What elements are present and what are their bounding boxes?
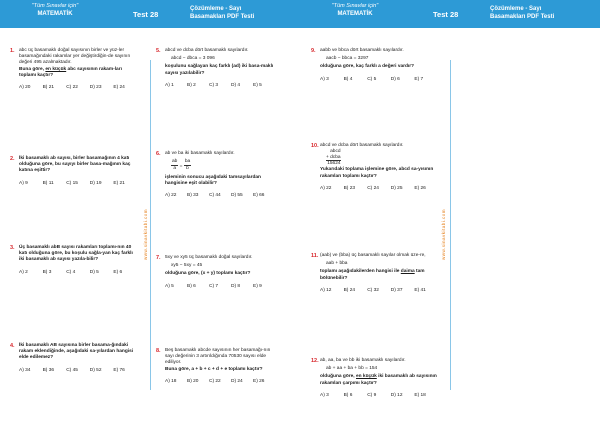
question-prompt: İki basamaklı AB sayısına birler basama-ğındaki rakam eklendiğinde, aşağıdaki sa-yılardan hangisi elde edilemez? [19,343,134,361]
option-a[interactable]: A) 3 [320,76,329,82]
question-expression: ab + aa + ba + bb = 154 [326,366,378,372]
option-c[interactable]: C) 7 [209,283,219,289]
question-expression: abcd − dbca = 3 096 [171,56,215,62]
answer-options [165,379,275,385]
brand-tag: "Tüm Sınavlar için" [31,3,79,9]
question-1 [10,48,137,91]
question-3 [10,245,137,276]
option-d[interactable]: D) 24 [231,378,243,384]
question-text: abc üç basamaklı doğal sayısının birler ve yüz-ler basamağındaki rakamlar yer değiştirdiğin-de sayının değeri 495 azalmaktadır. [19,48,131,66]
topic-line-2: Basamakları PDF Testi [490,14,555,20]
option-d[interactable]: D) 8 [231,283,241,289]
question-number: 11. [311,253,319,259]
option-b[interactable]: B) 2 [187,82,196,88]
question-text: ab, aa, ba ve bb iki basamaklı sayılardır. [320,358,406,363]
option-e[interactable]: E) 66 [253,193,265,199]
question-text: Beş basamaklı abcde sayısının her basamağı-nın sayı değerinin 3 artırıldığında 70530 sayısı elde ediliyor. [165,348,271,366]
question-number: 8. [156,348,161,354]
option-d[interactable]: D) 6 [390,76,400,82]
option-c[interactable]: C) 22 [209,378,221,384]
option-a[interactable]: A) 12 [320,287,332,293]
column-divider [450,60,451,390]
question-text: abcd ve dcba dört basamaklı sayılardır. [165,48,249,53]
option-b[interactable]: B) 6 [343,392,353,398]
option-e[interactable]: E) 6 [113,269,123,275]
option-e[interactable]: E) 26 [414,185,426,191]
option-e[interactable]: E) 5 [253,82,262,88]
question-prompt: Üç basamaklı abB sayısı rakamları toplamı-nın 40 katı olduğuna göre, bu koşulu sağla-yan kaç farklı iki basamaklı ab sayısı yazıla-bilir? [19,245,133,263]
fraction: $\frac{ab}{a}$ [172,159,178,172]
answer-options [19,85,137,91]
question-number: 1. [10,48,15,54]
option-a[interactable]: A) 9 [19,180,28,186]
brand [0,3,110,18]
option-a[interactable]: A) 3 [320,392,329,398]
option-b[interactable]: B) 20 [187,378,199,384]
question-number: 6. [156,151,161,157]
option-c[interactable]: C) 3 [209,82,219,88]
option-a[interactable]: A) 20 [19,85,31,91]
answer-options [165,193,275,199]
question-number: 2. [10,156,15,162]
option-d[interactable]: D) 23 [89,85,102,91]
question-5 [156,48,275,89]
option-a[interactable]: A) 22 [165,193,177,199]
option-d[interactable]: D) 25 [390,185,403,191]
column-divider [150,60,151,390]
option-c[interactable]: C) 32 [367,287,379,293]
answer-options [19,368,137,374]
question-6 [156,151,275,199]
question-prompt: Buna göre, a + b + c + d + e toplamı kaçtır? [165,366,263,372]
topic-line-1: Çözümleme - Sayı [490,6,542,12]
brand-subject: MATEMATİK [37,11,73,17]
option-d[interactable]: D) 37 [390,287,403,293]
option-e[interactable]: E) 41 [414,287,426,293]
option-d[interactable]: D) 55 [231,193,243,199]
question-prompt: İki basamaklı ab sayısı, birler basamağının 4 katı olduğuna göre, bu sayıyı birler basa-mağının kaç katına eşittir? [19,156,131,174]
option-a[interactable]: A) 2 [19,269,28,275]
watermark: www.sinavkitabi.com [441,208,446,260]
question-prompt: Buna göre, en küçük abc sayısının rakam-ları toplamı kaçtır? [19,66,122,78]
option-e[interactable]: E) 18 [414,392,426,398]
question-prompt: toplamı aşağıdakilerden hangisi ile daima tam bölünebilir? [320,269,425,281]
option-c[interactable]: C) 24 [367,185,379,191]
question-10 [311,143,438,192]
question-12 [311,358,438,399]
question-number: 9. [311,48,316,54]
question-prompt: olduğuna göre, kaç farklı a değeri vardır? [320,64,415,70]
option-c[interactable]: C) 9 [367,392,377,398]
addition-operation: abcd + dcba 15624 [326,149,341,167]
question-prompt: işleminin sonucu aşağıdaki tamsayılardan hangisine eşit olabilir? [165,174,261,186]
answer-options [320,77,438,83]
topic-line-2: Basamakları PDF Testi [190,14,255,20]
question-prompt: olduğuna göre, (x + y) toplamı kaçtır? [165,271,251,277]
option-a[interactable]: A) 18 [165,378,177,384]
answer-options [165,284,275,290]
option-c[interactable]: C) 5 [367,76,377,82]
option-b[interactable]: B) 36 [42,367,55,373]
question-7 [156,255,275,290]
question-4 [10,343,137,374]
question-text: ab ve ba iki basamaklı sayılardır. [165,151,235,156]
question-9 [311,48,438,83]
test-topic [190,5,290,21]
brand-tag: "Tüm Sınavlar için" [331,3,379,9]
question-number: 3. [10,245,15,251]
option-b[interactable]: B) 11 [42,180,54,186]
answer-options [165,83,275,89]
answer-options [320,186,438,192]
answer-options [19,181,137,187]
option-e[interactable]: E) 76 [113,367,125,373]
page-header [300,0,600,28]
question-number: 10. [311,143,319,149]
question-number: 7. [156,255,161,261]
watermark: www.sinavkitabi.com [143,208,148,260]
question-number: 4. [10,343,15,349]
test-number: Test 28 [133,10,159,19]
option-b[interactable]: B) 24 [343,287,356,293]
question-text: abcd ve dcba dört basamaklı sayılardır. [320,143,404,148]
option-e[interactable]: E) 24 [113,85,125,91]
answer-options [320,393,438,399]
option-d[interactable]: D) 4 [231,82,241,88]
question-expression: aab + bba [326,261,348,267]
question-text: 5xy ve xy5 üç basamaklı doğal sayılardır. [165,255,253,260]
option-a[interactable]: A) 34 [19,367,31,373]
option-c[interactable]: C) 44 [209,193,221,199]
option-e[interactable]: E) 7 [414,76,424,82]
question-prompt: koşulunu sağlayan kaç farklı (ad) iki basa-maklı sayısı yazılabilir? [165,64,274,76]
option-a[interactable]: A) 5 [165,283,174,289]
fraction: $\frac{ba}{b}$ [184,159,191,172]
option-c[interactable]: C) 15 [66,180,78,186]
option-c[interactable]: C) 4 [66,269,76,275]
option-b[interactable]: B) 3 [42,269,52,275]
answer-options [320,288,438,294]
question-number: 12. [311,358,319,364]
question-expression: xy5 − 5xy = 45 [171,263,203,269]
question-11 [311,253,438,294]
option-b[interactable]: B) 33 [187,193,199,199]
option-b[interactable]: B) 4 [343,76,353,82]
brand [300,3,410,18]
question-prompt: olduğuna göre, en küçük iki basamaklı ab sayısının rakamları çarpımı kaçtır? [320,374,437,386]
topic-line-1: Çözümleme - Sayı [190,6,242,12]
option-e[interactable]: E) 21 [113,180,125,186]
question-expression: aacb − bbca = 3297 [326,56,369,62]
option-c[interactable]: C) 22 [66,85,78,91]
brand-subject: MATEMATİK [337,11,373,17]
question-number: 5. [156,48,161,54]
page-header [0,0,300,28]
question-text: aabb ve bbca dört basamaklı sayılardır. [320,48,404,53]
question-2 [10,156,137,187]
option-c[interactable]: C) 45 [66,367,78,373]
option-e[interactable]: E) 26 [253,378,265,384]
right-page [300,0,600,424]
option-b[interactable]: B) 6 [187,283,196,289]
question-text: (aab) ve (bba) üç basamaklı sayılar olmak üze-re, [320,253,426,258]
option-d[interactable]: D) 19 [89,180,102,186]
option-a[interactable]: A) 22 [320,185,332,191]
question-expression: $\frac{ab}{a}$ = $\frac{ba}{b}$ [172,159,191,172]
test-topic [490,5,590,21]
option-b[interactable]: B) 23 [343,185,356,191]
option-a[interactable]: A) 1 [165,82,174,88]
answer-options [19,270,137,276]
option-d[interactable]: D) 52 [89,367,102,373]
option-b[interactable]: B) 21 [42,85,55,91]
option-e[interactable]: E) 9 [253,283,262,289]
question-8 [156,348,275,385]
option-d[interactable]: D) 5 [89,269,99,275]
question-prompt: Yukarıdaki toplama işlemine göre, abcd sa-yısının rakamları toplamı kaçtır? [320,167,434,179]
option-d[interactable]: D) 12 [390,392,403,398]
test-number: Test 28 [433,10,459,19]
